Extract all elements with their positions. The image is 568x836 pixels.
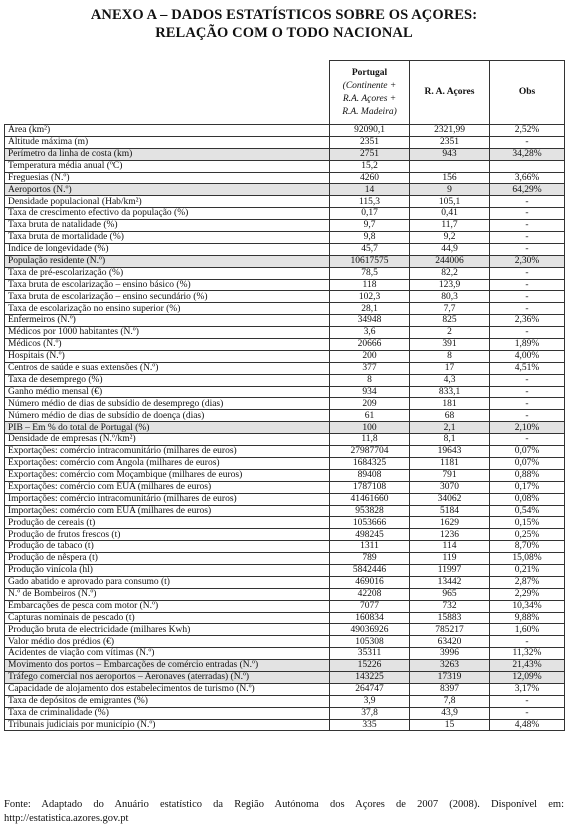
- row-label: Índice de longevidade (%): [5, 243, 330, 255]
- value-obs: 2,36%: [490, 315, 565, 327]
- row-label: Exportações: comércio com EUA (milhares de euros): [5, 481, 330, 493]
- value-acores: 19643: [410, 446, 490, 458]
- value-acores: 44,9: [410, 243, 490, 255]
- header-portugal-sub-3: R.A. Madeira): [342, 106, 397, 117]
- table-row: [5, 243, 565, 255]
- table-row: [5, 303, 565, 315]
- document-title: [0, 6, 568, 42]
- value-portugal: 2351: [330, 136, 410, 148]
- value-obs: -: [490, 398, 565, 410]
- value-obs: 0,07%: [490, 457, 565, 469]
- table-row: [5, 648, 565, 660]
- row-label: Densidade populacional (Hab/km²): [5, 196, 330, 208]
- table-row: [5, 624, 565, 636]
- row-label: Número médio de dias de subsídio de desemprego (dias): [5, 398, 330, 410]
- value-portugal: 45,7: [330, 243, 410, 255]
- header-portugal: [330, 61, 410, 125]
- table-header-row: [5, 61, 565, 125]
- value-portugal: 335: [330, 719, 410, 731]
- row-label: Área (km²): [5, 125, 330, 137]
- table-row: [5, 291, 565, 303]
- table-row: [5, 553, 565, 565]
- value-portugal: 10617575: [330, 255, 410, 267]
- table-row: [5, 208, 565, 220]
- value-obs: 4,51%: [490, 362, 565, 374]
- row-label: Produção vinícola (hl): [5, 564, 330, 576]
- value-portugal: 934: [330, 386, 410, 398]
- value-portugal: 377: [330, 362, 410, 374]
- header-acores: R. A. Açores: [410, 61, 490, 125]
- value-portugal: 115,3: [330, 196, 410, 208]
- row-label: Gado abatido e aprovado para consumo (t): [5, 576, 330, 588]
- value-portugal: 160834: [330, 612, 410, 624]
- value-portugal: 2751: [330, 148, 410, 160]
- value-acores: 3070: [410, 481, 490, 493]
- row-label: Produção de tabaco (t): [5, 541, 330, 553]
- value-obs: -: [490, 707, 565, 719]
- value-obs: -: [490, 136, 565, 148]
- value-portugal: 61: [330, 410, 410, 422]
- value-obs: 3,66%: [490, 172, 565, 184]
- value-acores: 1236: [410, 529, 490, 541]
- value-portugal: 118: [330, 279, 410, 291]
- value-obs: 15,08%: [490, 553, 565, 565]
- value-obs: 34,28%: [490, 148, 565, 160]
- table-row: [5, 457, 565, 469]
- row-label: Produção de frutos frescos (t): [5, 529, 330, 541]
- value-obs: 10,34%: [490, 600, 565, 612]
- value-obs: 2,30%: [490, 255, 565, 267]
- table-row: [5, 267, 565, 279]
- value-portugal: 8: [330, 374, 410, 386]
- value-obs: 0,88%: [490, 469, 565, 481]
- value-acores: 0,41: [410, 208, 490, 220]
- value-obs: 64,29%: [490, 184, 565, 196]
- row-label: Importações: comércio intracomunitário (milhares de euros): [5, 493, 330, 505]
- value-acores: 80,3: [410, 291, 490, 303]
- value-acores: 43,9: [410, 707, 490, 719]
- value-acores: 13442: [410, 576, 490, 588]
- value-portugal: 1053666: [330, 517, 410, 529]
- value-acores: 8,1: [410, 434, 490, 446]
- value-obs: 9,88%: [490, 612, 565, 624]
- table-row: [5, 636, 565, 648]
- table-row: [5, 125, 565, 137]
- value-obs: [490, 160, 565, 172]
- header-portugal-sub-1: (Continente +: [342, 80, 397, 91]
- table-row: [5, 564, 565, 576]
- table-row: [5, 327, 565, 339]
- value-portugal: 105308: [330, 636, 410, 648]
- source-note: Fonte: Adaptado do Anuário estatístico da Região Autónoma dos Açores de 2007 (2008). Disponível em: http://estatistica.azores.gov.pt: [4, 799, 564, 824]
- value-obs: -: [490, 232, 565, 244]
- row-label: Tribunais judiciais por município (N.º): [5, 719, 330, 731]
- table-row: [5, 386, 565, 398]
- value-acores: 2: [410, 327, 490, 339]
- row-label: Capturas nominais de pescado (t): [5, 612, 330, 624]
- table-row: [5, 481, 565, 493]
- value-obs: 4,00%: [490, 350, 565, 362]
- value-obs: 0,54%: [490, 505, 565, 517]
- value-obs: 0,25%: [490, 529, 565, 541]
- row-label: Exportações: comércio com Angola (milhares de euros): [5, 457, 330, 469]
- value-portugal: 209: [330, 398, 410, 410]
- value-acores: 4,3: [410, 374, 490, 386]
- value-portugal: 953828: [330, 505, 410, 517]
- table-row: [5, 469, 565, 481]
- table-row: [5, 529, 565, 541]
- value-obs: -: [490, 196, 565, 208]
- value-portugal: 11,8: [330, 434, 410, 446]
- value-acores: 2351: [410, 136, 490, 148]
- table-row: [5, 695, 565, 707]
- table-row: [5, 279, 565, 291]
- table-row: [5, 683, 565, 695]
- table-row: [5, 410, 565, 422]
- row-label: Freguesias (N.º): [5, 172, 330, 184]
- table-row: [5, 576, 565, 588]
- value-obs: 0,08%: [490, 493, 565, 505]
- table-row: [5, 196, 565, 208]
- table-row: [5, 588, 565, 600]
- row-label: Produção de nêspera (t): [5, 553, 330, 565]
- table-row: [5, 719, 565, 731]
- value-obs: 2,29%: [490, 588, 565, 600]
- row-label: N.º de Bombeiros (N.º): [5, 588, 330, 600]
- value-portugal: 264747: [330, 683, 410, 695]
- value-obs: 8,70%: [490, 541, 565, 553]
- value-acores: 785217: [410, 624, 490, 636]
- row-label: Capacidade de alojamento dos estabelecimentos de turismo (N.º): [5, 683, 330, 695]
- value-acores: 114: [410, 541, 490, 553]
- table-body: [5, 125, 565, 731]
- table-row: [5, 315, 565, 327]
- table-row: [5, 434, 565, 446]
- value-obs: 0,21%: [490, 564, 565, 576]
- value-obs: -: [490, 636, 565, 648]
- value-portugal: 15,2: [330, 160, 410, 172]
- row-label: Número médio de dias de subsídio de doença (dias): [5, 410, 330, 422]
- table-row: [5, 446, 565, 458]
- row-label: Enfermeiros (N.º): [5, 315, 330, 327]
- row-label: Taxa bruta de escolarização – ensino secundário (%): [5, 291, 330, 303]
- row-label: Tráfego comercial nos aeroportos – Aeronaves (aterradas) (N.º): [5, 671, 330, 683]
- value-acores: 244006: [410, 255, 490, 267]
- value-portugal: 7077: [330, 600, 410, 612]
- value-obs: 11,32%: [490, 648, 565, 660]
- row-label: Acidentes de viação com vítimas (N.º): [5, 648, 330, 660]
- title-line-2: RELAÇÃO COM O TODO NACIONAL: [155, 25, 413, 41]
- value-acores: 8: [410, 350, 490, 362]
- row-label: Produção de cereais (t): [5, 517, 330, 529]
- row-label: Ganho médio mensal (€): [5, 386, 330, 398]
- value-acores: 123,9: [410, 279, 490, 291]
- value-portugal: 143225: [330, 671, 410, 683]
- value-acores: 5184: [410, 505, 490, 517]
- value-obs: -: [490, 279, 565, 291]
- value-acores: 82,2: [410, 267, 490, 279]
- value-obs: -: [490, 291, 565, 303]
- value-acores: 825: [410, 315, 490, 327]
- row-label: Perímetro da linha de costa (km): [5, 148, 330, 160]
- value-acores: 105,1: [410, 196, 490, 208]
- table-row: [5, 422, 565, 434]
- value-acores: 3996: [410, 648, 490, 660]
- value-acores: 17319: [410, 671, 490, 683]
- value-obs: -: [490, 243, 565, 255]
- table-row: [5, 136, 565, 148]
- table-row: [5, 362, 565, 374]
- value-acores: 833,1: [410, 386, 490, 398]
- row-label: Densidade de empresas (N.º/km²): [5, 434, 330, 446]
- table-row: [5, 350, 565, 362]
- table-row: [5, 184, 565, 196]
- value-obs: -: [490, 386, 565, 398]
- value-obs: 0,07%: [490, 446, 565, 458]
- value-acores: 1181: [410, 457, 490, 469]
- value-obs: -: [490, 410, 565, 422]
- row-label: Taxa de escolarização no ensino superior (%): [5, 303, 330, 315]
- table-row: [5, 707, 565, 719]
- value-acores: 181: [410, 398, 490, 410]
- table-row: [5, 220, 565, 232]
- value-portugal: 41461660: [330, 493, 410, 505]
- table-row: [5, 493, 565, 505]
- value-acores: 34062: [410, 493, 490, 505]
- header-obs: Obs: [490, 61, 565, 125]
- row-label: Aeroportos (N.º): [5, 184, 330, 196]
- title-line-1: ANEXO A – DADOS ESTATÍSTICOS SOBRE OS AÇORES:: [90, 7, 478, 23]
- row-label: Taxa de desemprego (%): [5, 374, 330, 386]
- value-portugal: 200: [330, 350, 410, 362]
- row-label: Temperatura média anual (ºC): [5, 160, 330, 172]
- value-acores: 3263: [410, 660, 490, 672]
- value-obs: 12,09%: [490, 671, 565, 683]
- value-portugal: 3,9: [330, 695, 410, 707]
- table-row: [5, 232, 565, 244]
- value-acores: 156: [410, 172, 490, 184]
- value-acores: 17: [410, 362, 490, 374]
- value-acores: 63420: [410, 636, 490, 648]
- value-portugal: 0,17: [330, 208, 410, 220]
- row-label: Taxa bruta de natalidade (%): [5, 220, 330, 232]
- value-obs: 0,17%: [490, 481, 565, 493]
- value-portugal: 498245: [330, 529, 410, 541]
- table-row: [5, 148, 565, 160]
- value-obs: -: [490, 434, 565, 446]
- value-portugal: 14: [330, 184, 410, 196]
- value-acores: 391: [410, 339, 490, 351]
- header-portugal-label: Portugal: [351, 67, 388, 78]
- value-acores: 2321,99: [410, 125, 490, 137]
- table-row: [5, 398, 565, 410]
- row-label: Hospitais (N.º): [5, 350, 330, 362]
- value-acores: 15883: [410, 612, 490, 624]
- value-acores: 791: [410, 469, 490, 481]
- value-portugal: 1787108: [330, 481, 410, 493]
- row-label: Taxa de criminalidade (%): [5, 707, 330, 719]
- value-acores: 943: [410, 148, 490, 160]
- table-row: [5, 255, 565, 267]
- value-acores: 1629: [410, 517, 490, 529]
- value-portugal: 1311: [330, 541, 410, 553]
- value-portugal: 4260: [330, 172, 410, 184]
- table-row: [5, 541, 565, 553]
- table-row: [5, 374, 565, 386]
- value-acores: 732: [410, 600, 490, 612]
- value-obs: 21,43%: [490, 660, 565, 672]
- value-acores: [410, 160, 490, 172]
- value-obs: 0,15%: [490, 517, 565, 529]
- value-obs: 2,52%: [490, 125, 565, 137]
- row-label: Taxa de depósitos de emigrantes (%): [5, 695, 330, 707]
- row-label: Taxa de crescimento efectivo da população (%): [5, 208, 330, 220]
- value-obs: -: [490, 303, 565, 315]
- value-portugal: 37,8: [330, 707, 410, 719]
- header-empty-cell: [5, 61, 330, 125]
- table-row: [5, 339, 565, 351]
- table-row: [5, 505, 565, 517]
- value-portugal: 27987704: [330, 446, 410, 458]
- value-obs: 1,60%: [490, 624, 565, 636]
- value-acores: 68: [410, 410, 490, 422]
- value-acores: 7,7: [410, 303, 490, 315]
- value-portugal: 9,8: [330, 232, 410, 244]
- value-obs: -: [490, 208, 565, 220]
- row-label: Centros de saúde e suas extensões (N.º): [5, 362, 330, 374]
- value-portugal: 20666: [330, 339, 410, 351]
- value-obs: -: [490, 220, 565, 232]
- value-acores: 2,1: [410, 422, 490, 434]
- value-portugal: 89408: [330, 469, 410, 481]
- value-portugal: 9,7: [330, 220, 410, 232]
- row-label: Exportações: comércio com Moçambique (milhares de euros): [5, 469, 330, 481]
- value-portugal: 49036926: [330, 624, 410, 636]
- value-obs: -: [490, 695, 565, 707]
- value-portugal: 3,6: [330, 327, 410, 339]
- row-label: Importações: comércio com EUA (milhares de euros): [5, 505, 330, 517]
- row-label: Valor médio dos prédios (€): [5, 636, 330, 648]
- value-portugal: 42208: [330, 588, 410, 600]
- value-obs: 2,10%: [490, 422, 565, 434]
- value-portugal: 789: [330, 553, 410, 565]
- value-obs: 1,89%: [490, 339, 565, 351]
- value-portugal: 78,5: [330, 267, 410, 279]
- value-portugal: 469016: [330, 576, 410, 588]
- table-row: [5, 612, 565, 624]
- value-portugal: 92090,1: [330, 125, 410, 137]
- value-acores: 119: [410, 553, 490, 565]
- value-acores: 965: [410, 588, 490, 600]
- row-label: Taxa de pré-escolarização (%): [5, 267, 330, 279]
- row-label: Médicos (N.º): [5, 339, 330, 351]
- row-label: Produção bruta de electricidade (milhares Kwh): [5, 624, 330, 636]
- value-acores: 15: [410, 719, 490, 731]
- value-acores: 9,2: [410, 232, 490, 244]
- value-portugal: 102,3: [330, 291, 410, 303]
- table-row: [5, 517, 565, 529]
- value-portugal: 35311: [330, 648, 410, 660]
- row-label: Exportações: comércio intracomunitário (milhares de euros): [5, 446, 330, 458]
- row-label: Embarcações de pesca com motor (N.º): [5, 600, 330, 612]
- value-acores: 7,8: [410, 695, 490, 707]
- value-obs: 4,48%: [490, 719, 565, 731]
- value-portugal: 1684325: [330, 457, 410, 469]
- row-label: Taxa bruta de escolarização – ensino básico (%): [5, 279, 330, 291]
- value-portugal: 15226: [330, 660, 410, 672]
- value-portugal: 100: [330, 422, 410, 434]
- value-portugal: 28,1: [330, 303, 410, 315]
- value-acores: 9: [410, 184, 490, 196]
- value-obs: -: [490, 267, 565, 279]
- row-label: Movimento dos portos – Embarcações de comércio entradas (N.º): [5, 660, 330, 672]
- table-row: [5, 160, 565, 172]
- table-row: [5, 600, 565, 612]
- value-acores: 11,7: [410, 220, 490, 232]
- value-portugal: 5842446: [330, 564, 410, 576]
- row-label: PIB – Em % do total de Portugal (%): [5, 422, 330, 434]
- row-label: População residente (N.º): [5, 255, 330, 267]
- value-obs: -: [490, 327, 565, 339]
- row-label: Taxa bruta de mortalidade (%): [5, 232, 330, 244]
- header-portugal-sub-2: R.A. Açores +: [342, 93, 397, 104]
- table-row: [5, 660, 565, 672]
- row-label: Médicos por 1000 habitantes (N.º): [5, 327, 330, 339]
- value-acores: 11997: [410, 564, 490, 576]
- value-obs: 3,17%: [490, 683, 565, 695]
- value-portugal: 34948: [330, 315, 410, 327]
- value-obs: -: [490, 374, 565, 386]
- row-label: Altitude máxima (m): [5, 136, 330, 148]
- table-row: [5, 671, 565, 683]
- table-row: [5, 172, 565, 184]
- statistics-table: [4, 60, 565, 731]
- value-obs: 2,87%: [490, 576, 565, 588]
- value-acores: 8397: [410, 683, 490, 695]
